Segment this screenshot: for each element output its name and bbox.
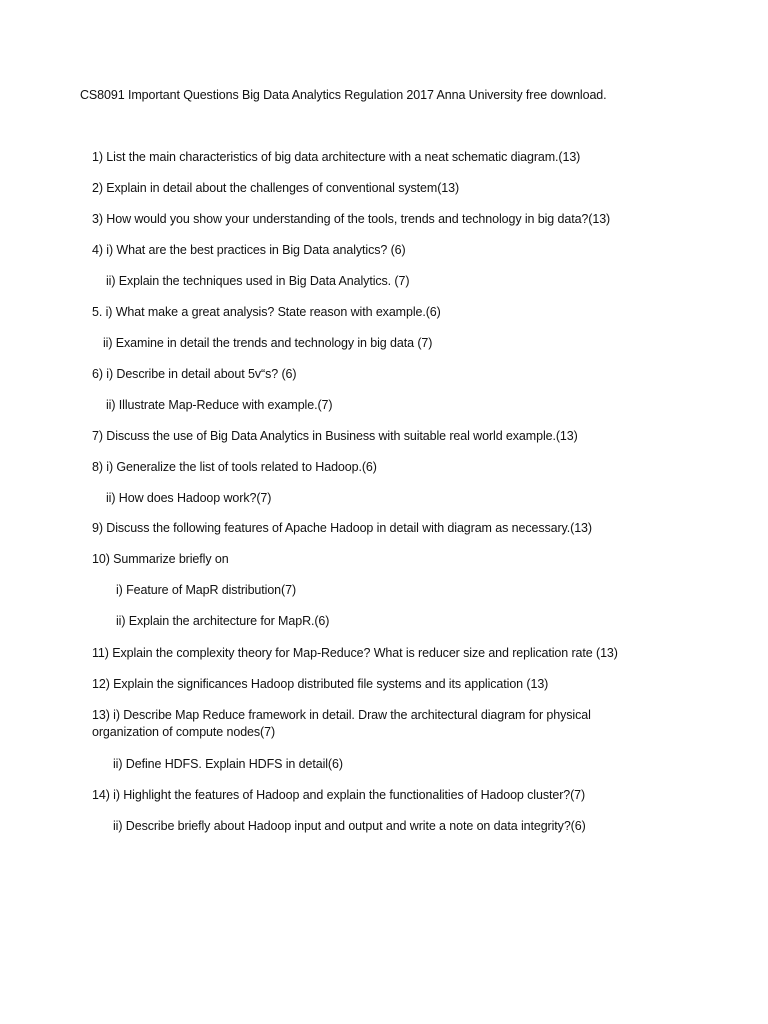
question-line: 14) i) Highlight the features of Hadoop and explain the functionalities of Hadoop cluster?(7) xyxy=(92,788,586,802)
question-line: ii) Explain the architecture for MapR.(6) xyxy=(116,614,330,628)
question-line: 12) Explain the significances Hadoop distributed file systems and its application (13) xyxy=(92,677,549,691)
question-line: 9) Discuss the following features of Apache Hadoop in detail with diagram as necessary.(13) xyxy=(92,521,592,535)
question-line: 5. i) What make a great analysis? State reason with example.(6) xyxy=(92,305,441,319)
question-line: 2) Explain in detail about the challenges of conventional system(13) xyxy=(92,181,460,195)
question-line: 1) List the main characteristics of big data architecture with a neat schematic diagram.(13) xyxy=(92,150,581,164)
question-line: ii) Explain the techniques used in Big Data Analytics. (7) xyxy=(106,274,410,288)
question-line: 13) i) Describe Map Reduce framework in detail. Draw the architectural diagram for physical organization of compute nodes(7) xyxy=(92,708,591,739)
question-line: 7) Discuss the use of Big Data Analytics in Business with suitable real world example.(13) xyxy=(92,429,578,443)
question-line: 8) i) Generalize the list of tools related to Hadoop.(6) xyxy=(92,460,377,474)
question-line: 11) Explain the complexity theory for Map-Reduce? What is reducer size and replication rate (13) xyxy=(92,646,618,660)
question-line: i) Feature of MapR distribution(7) xyxy=(116,583,297,597)
document-title: CS8091 Important Questions Big Data Analytics Regulation 2017 Anna University free download. xyxy=(80,88,607,102)
question-line: ii) Examine in detail the trends and technology in big data (7) xyxy=(103,336,433,350)
question-line: ii) Define HDFS. Explain HDFS in detail(6) xyxy=(113,757,343,771)
question-line: 3) How would you show your understanding of the tools, trends and technology in big data?(13) xyxy=(92,212,611,226)
question-line: ii) Illustrate Map-Reduce with example.(7) xyxy=(106,398,333,412)
question-line: 6) i) Describe in detail about 5v“s? (6) xyxy=(92,367,297,381)
question-line: ii) How does Hadoop work?(7) xyxy=(106,491,272,505)
question-line: 4) i) What are the best practices in Big Data analytics? (6) xyxy=(92,243,406,257)
question-line: ii) Describe briefly about Hadoop input and output and write a note on data integrity?(6) xyxy=(113,819,586,833)
question-line: 10) Summarize briefly on xyxy=(92,552,229,566)
